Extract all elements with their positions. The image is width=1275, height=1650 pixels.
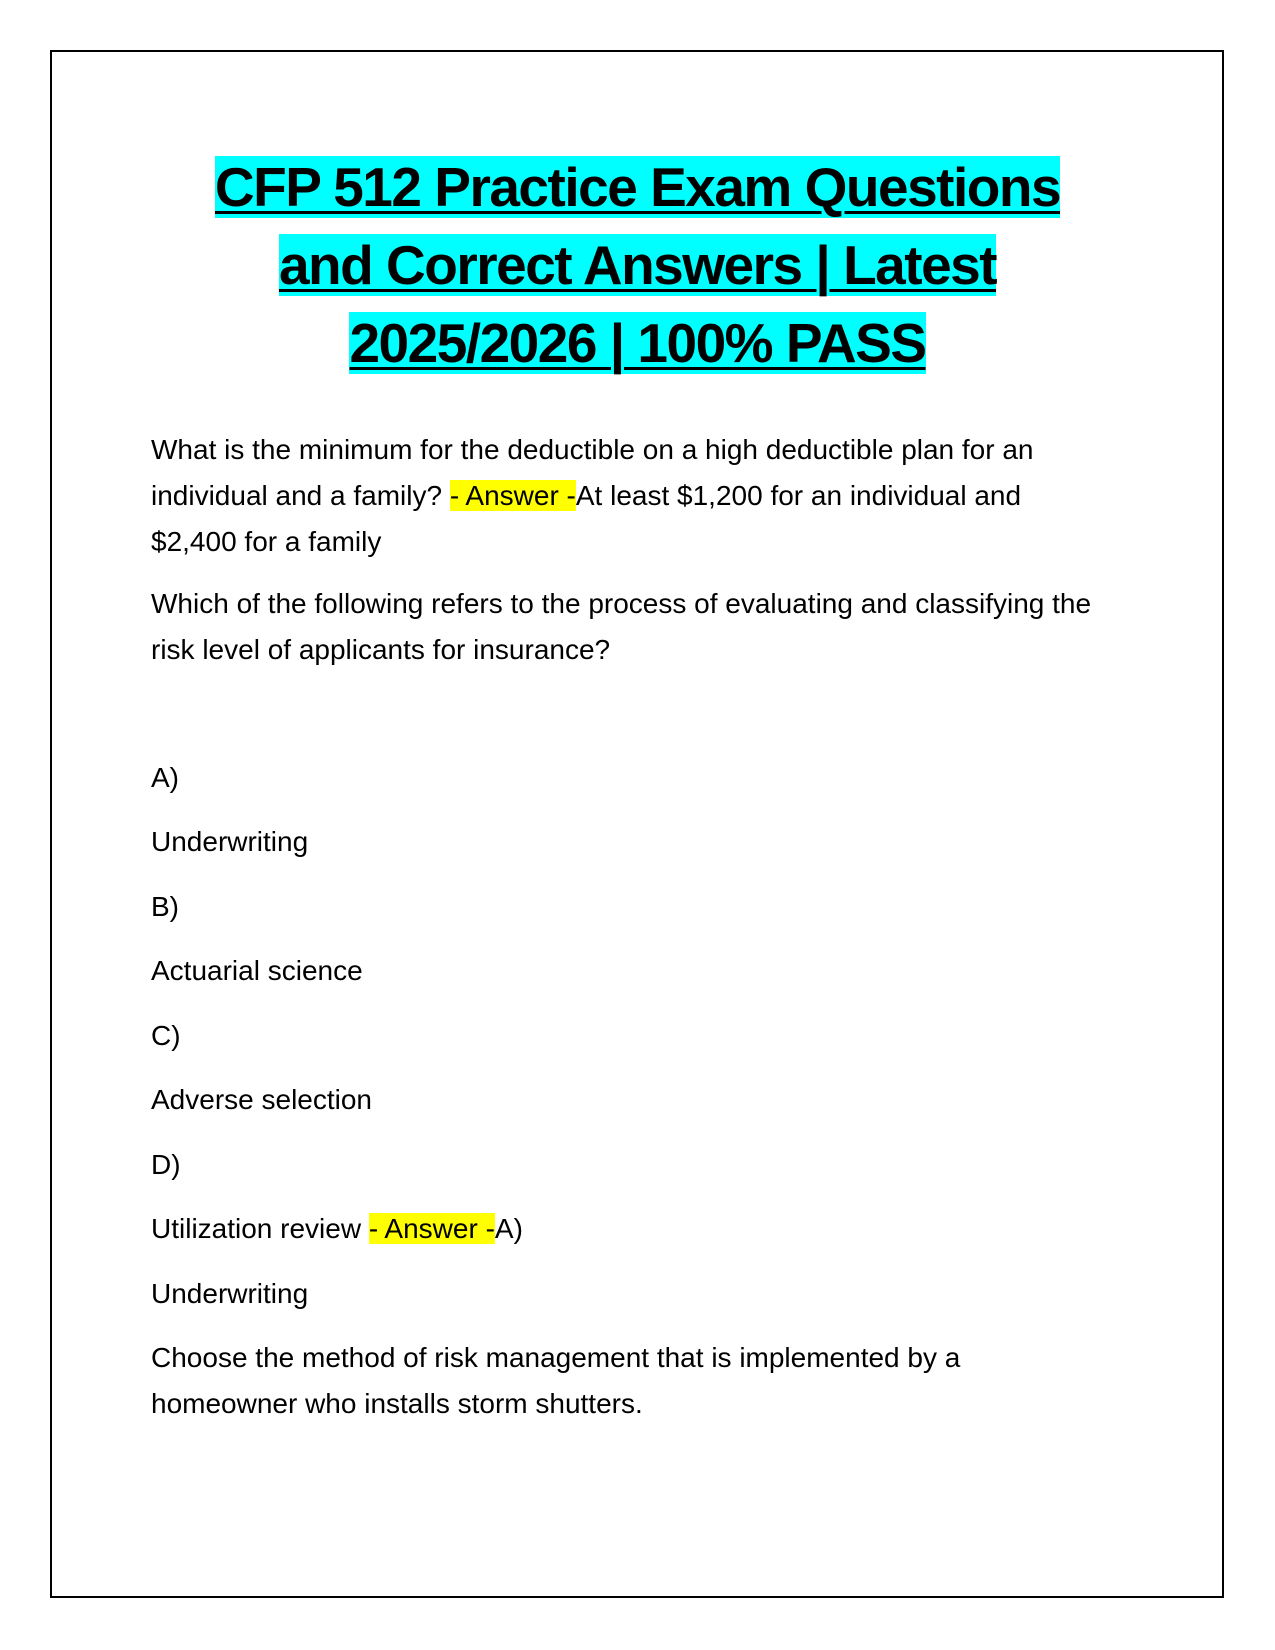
title-line-3: 2025/2026 | 100% PASS bbox=[349, 312, 926, 374]
answer-marker: - Answer - bbox=[368, 1213, 495, 1244]
option-a-text: Underwriting bbox=[151, 826, 309, 857]
option-c-label: C) bbox=[151, 1020, 181, 1051]
question-2: Which of the following refers to the process of evaluating and classifying the risk level of applicants for insurance? bbox=[151, 588, 1092, 665]
option-c-text: Adverse selection bbox=[151, 1084, 373, 1115]
question-1-answer: At least $1,200 for an individual and $2,400 for a family bbox=[151, 480, 1022, 557]
answer-marker: - Answer - bbox=[449, 480, 576, 511]
question-2-answer-text: Underwriting bbox=[151, 1278, 309, 1309]
option-d-text: Utilization review bbox=[151, 1213, 369, 1244]
title-line-1: CFP 512 Practice Exam Questions bbox=[214, 156, 1061, 218]
option-b-label: B) bbox=[151, 891, 179, 922]
option-a-label: A) bbox=[151, 762, 179, 793]
title-line-2: and Correct Answers | Latest bbox=[278, 234, 997, 296]
question-2-answer-label: A) bbox=[494, 1213, 523, 1244]
question-1 bbox=[151, 427, 1111, 565]
question-1-text: What is the minimum for the deductible on a high deductible plan for an individual and a family? bbox=[151, 434, 1034, 511]
document-title bbox=[90, 148, 1185, 382]
question-3: Choose the method of risk management that is implemented by a homeowner who installs storm shutters. bbox=[151, 1342, 961, 1419]
option-d-line bbox=[151, 1206, 1111, 1252]
option-b-text: Actuarial science bbox=[151, 955, 363, 986]
option-d-label: D) bbox=[151, 1149, 181, 1180]
